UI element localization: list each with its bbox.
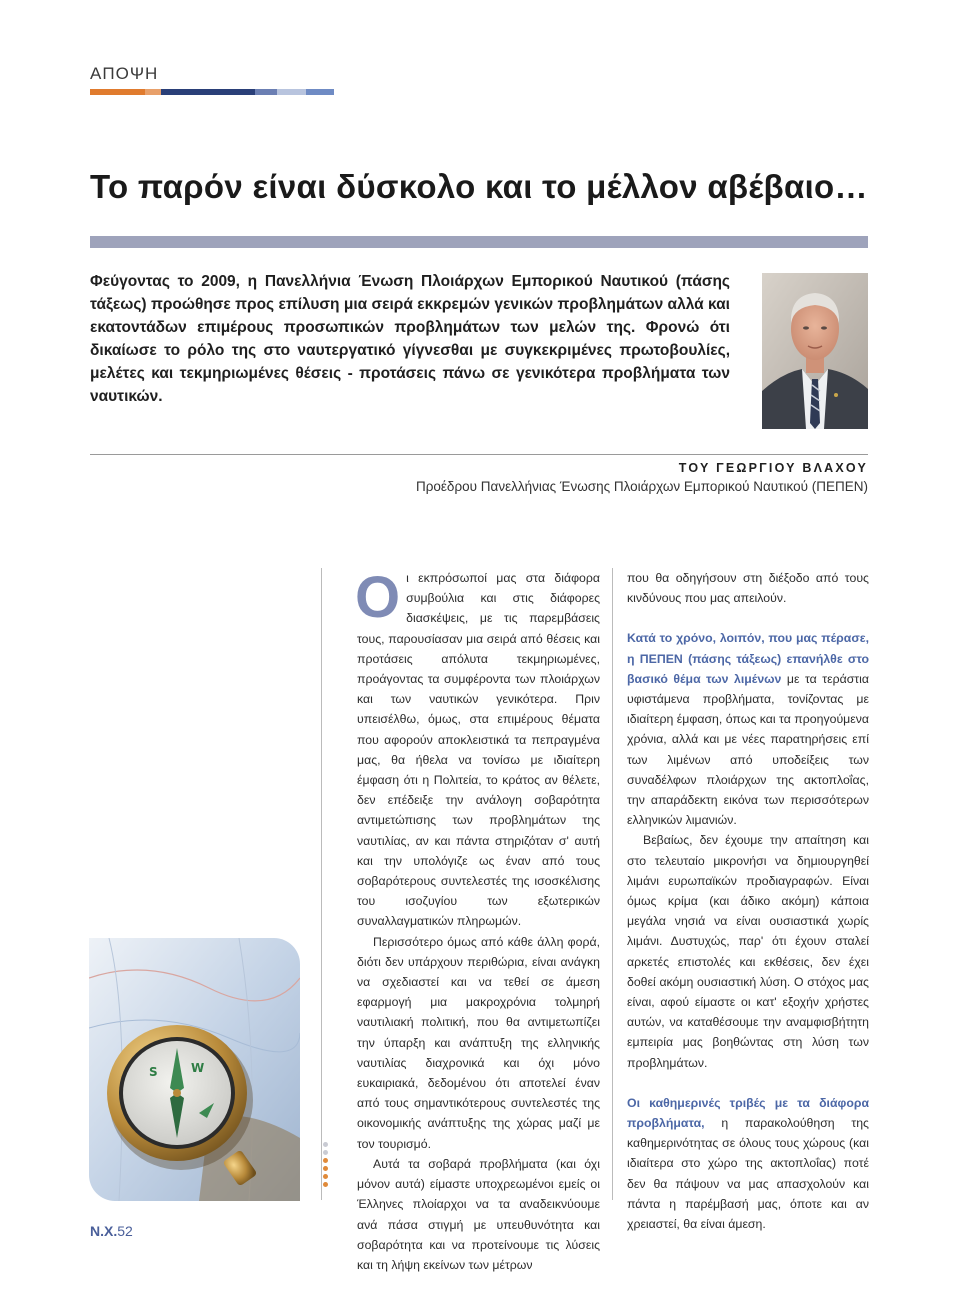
- author-name: ΤΟΥ ΓΕΩΡΓΙΟΥ ΒΛΑΧΟΥ: [678, 461, 868, 475]
- section-label: ΑΠΟΨΗ: [90, 64, 159, 83]
- article-headline: Το παρόν είναι δύσκολο και το μέλλον αβέβαιο…: [90, 168, 868, 205]
- article-lead: Φεύγοντας το 2009, η Πανελλήνια Ένωση Πλοιάρχων Εμπορικού Ναυτικού (πάσης τάξεως) προώθησε προς επίλυση μια σειρά εκκρεμών γενικών προβλημάτων αλλά και εκατοντάδων επιμέρους προσωπικών προβλημάτων των μελών της. Φρονώ ότι δικαίωσε το ρόλο της στο ναυτεργατικό γίγνεσθαι με συγκεκριμένες πρωτοβουλίες, μελέτες και τεκμηριωμένες θέσεις - προτάσεις πάνω σε γενικότερα προβλήματα των ναυτικών.: [90, 273, 730, 405]
- paragraph-text: με τα τεράστια υφιστάμενα προβλήματα, τονίζοντας με ιδιαίτερη έμφαση, όπως και τα προηγούμενα χρόνια, αλλά και με νέες παρατηρήσεις επί των λιμένων από υποδείξεις των συναδέλφων πλοιάρχων της ακτοπλοΐας, την απαράδεκτη εικόνα των περισσότερων ελληνικών λιμανιών.: [627, 671, 869, 828]
- dot: [323, 1182, 328, 1187]
- paragraph: που θα οδηγήσουν στη διέξοδο από τους κινδύνους που μας απειλούν.: [627, 571, 869, 606]
- paragraph: [627, 628, 869, 830]
- article-column-1: [355, 565, 600, 1275]
- paragraph-text: ι εκπρόσωποί μας στα διάφορα συμβούλια και στις διάφορες διασκέψεις, με τις παρεμβάσεις τους, παρουσίασαν μια σειρά από θέσεις και προτάσεις απόλυτα τεκμηριωμένες, προάγοντας τα συμφέροντα των πλοιάρχων και των ναυτικών γενικότερα. Πριν υπεισέλθω, όμως, στα επιμέρους θέματα που αφορούν αποκλειστικά τα πεπραγμένα μας, θα ήθελα να τονίσω με ιδιαίτερη έμφαση ότι η Πολιτεία, το κράτος αν θέλετε, δεν επέδειξε την ανάλογη σοβαρότητα αντιμετώπισης των προβλημάτων της ναυτιλίας, αν και πάντα στηριζόταν σ' αυτή και την υπολόγιζε ως έναν από τους σοβαρότερους συντελεστές της ισοσκέλισης του ισοζυγίου των εξωτερικών συναλλαγματικών πληρωμών.: [357, 571, 600, 929]
- author-portrait: [762, 273, 868, 429]
- paragraph: Βεβαίως, δεν έχουμε την απαίτηση και στο τελευταίο μικρονήσι να δημιουργηθεί λιμάνι ευρωπαϊκών προδιαγραφών. Είναι όμως κρίμα (και άδικο ακόμη) κάποια μεγάλα νησιά να είναι ουσιαστικά χωρίς λιμάνι. Δυστυχώς, παρ' ότι έχουν σταλεί αρκετές επιστολές και εκθέσεις, δεν έχει δοθεί ακόμη ουσιαστική λύση. Ο στόχος μας είναι, αφού είμαστε οι κατ' εξοχήν χρήστες αυτών, να καταθέσουμε την αναμφισβήτητη εμπειρία μας βοηθώντας στη λύση των προβλημάτων.: [627, 833, 869, 1070]
- highlighted-phrase: Οι καθημερινές τριβές με τα διάφορα προβλήματα,: [627, 1095, 869, 1131]
- paragraph: [627, 1093, 869, 1234]
- highlighted-phrase: Κατά το χρόνο, λοιπόν, που μας πέρασε, η ΠΕΠΕΝ (πάσης τάξεως) επανήλθε στο βασικό θέμα των λιμένων: [627, 631, 869, 686]
- color-bar-segment: [306, 89, 334, 95]
- dot: [323, 1166, 328, 1171]
- decorative-dots: [323, 1142, 330, 1190]
- page-number: [90, 1223, 133, 1239]
- drop-cap: Ο: [355, 565, 401, 630]
- column-divider-left: [321, 568, 322, 1200]
- column-divider-middle: [612, 568, 613, 1200]
- headline-underline-bar: [90, 236, 868, 248]
- paragraph-text: η παρακολούθηση της καθημερινότητας σε όλους τους χώρους (και ιδιαίτερα στο χώρο της ακτοπλοΐας) ποτέ δεν θα πάψουν να μας απασχολούν και πάντα η παρέμβασή μας, όποτε και αν χρειαστεί, θα είναι άμεση.: [627, 1116, 869, 1232]
- color-bar-segment: [277, 89, 306, 95]
- color-bar-segment: [161, 89, 255, 95]
- byline-divider: [90, 454, 868, 455]
- paragraph: Περισσότερο όμως από κάθε άλλη φορά, διότι δεν υπάρχουν περιθώρια, είναι ανάγκη να σχεδιαστεί και να τεθεί σε άμεση εφαρμογή μια μακροχρόνια τολμηρή ναυτιλιακή πολιτική, που θα αντιμετωπίζει την ύπαρξη και ανάπτυξη της ελληνικής ναυτιλίας διαχρονικά και όχι μόνο ευκαιριακά, δεδομένου ότι αποτελεί έναν από τους σημαντικότερους συντελεστές της οικονομικής ανάπτυξης της χώρας μαζί με τον τουρισμό.: [357, 934, 600, 1151]
- article-column-2: [627, 568, 869, 1234]
- section-color-bar: [90, 89, 334, 95]
- author-title: Προέδρου Πανελλήνιας Ένωσης Πλοιάρχων Εμπορικού Ναυτικού (ΠΕΠΕΝ): [415, 479, 868, 494]
- color-bar-segment: [145, 89, 161, 95]
- dot: [323, 1150, 328, 1155]
- compass-photo: [89, 938, 300, 1201]
- page-number-value: 52: [117, 1223, 133, 1239]
- svg-text:W: W: [191, 1061, 205, 1075]
- svg-text:S: S: [149, 1065, 158, 1079]
- page-prefix: Ν.Χ.: [90, 1223, 118, 1239]
- paragraph: Αυτά τα σοβαρά προβλήματα (και όχι μόνον αυτά) είμαστε υποχρεωμένοι εμείς οι Έλληνες πλοίαρχοι να τα αναδεικνύουμε ανά πάσα στιγμή με υπευθυνότητα και σοβαρότητα και να προτείνουμε τις λύσεις και τη λήψη εκείνων των μέτρων: [357, 1156, 600, 1272]
- paragraph: [355, 565, 600, 932]
- dot: [323, 1158, 328, 1163]
- color-bar-segment: [90, 89, 145, 95]
- dot: [323, 1142, 328, 1147]
- dot: [323, 1174, 328, 1179]
- color-bar-segment: [255, 89, 277, 95]
